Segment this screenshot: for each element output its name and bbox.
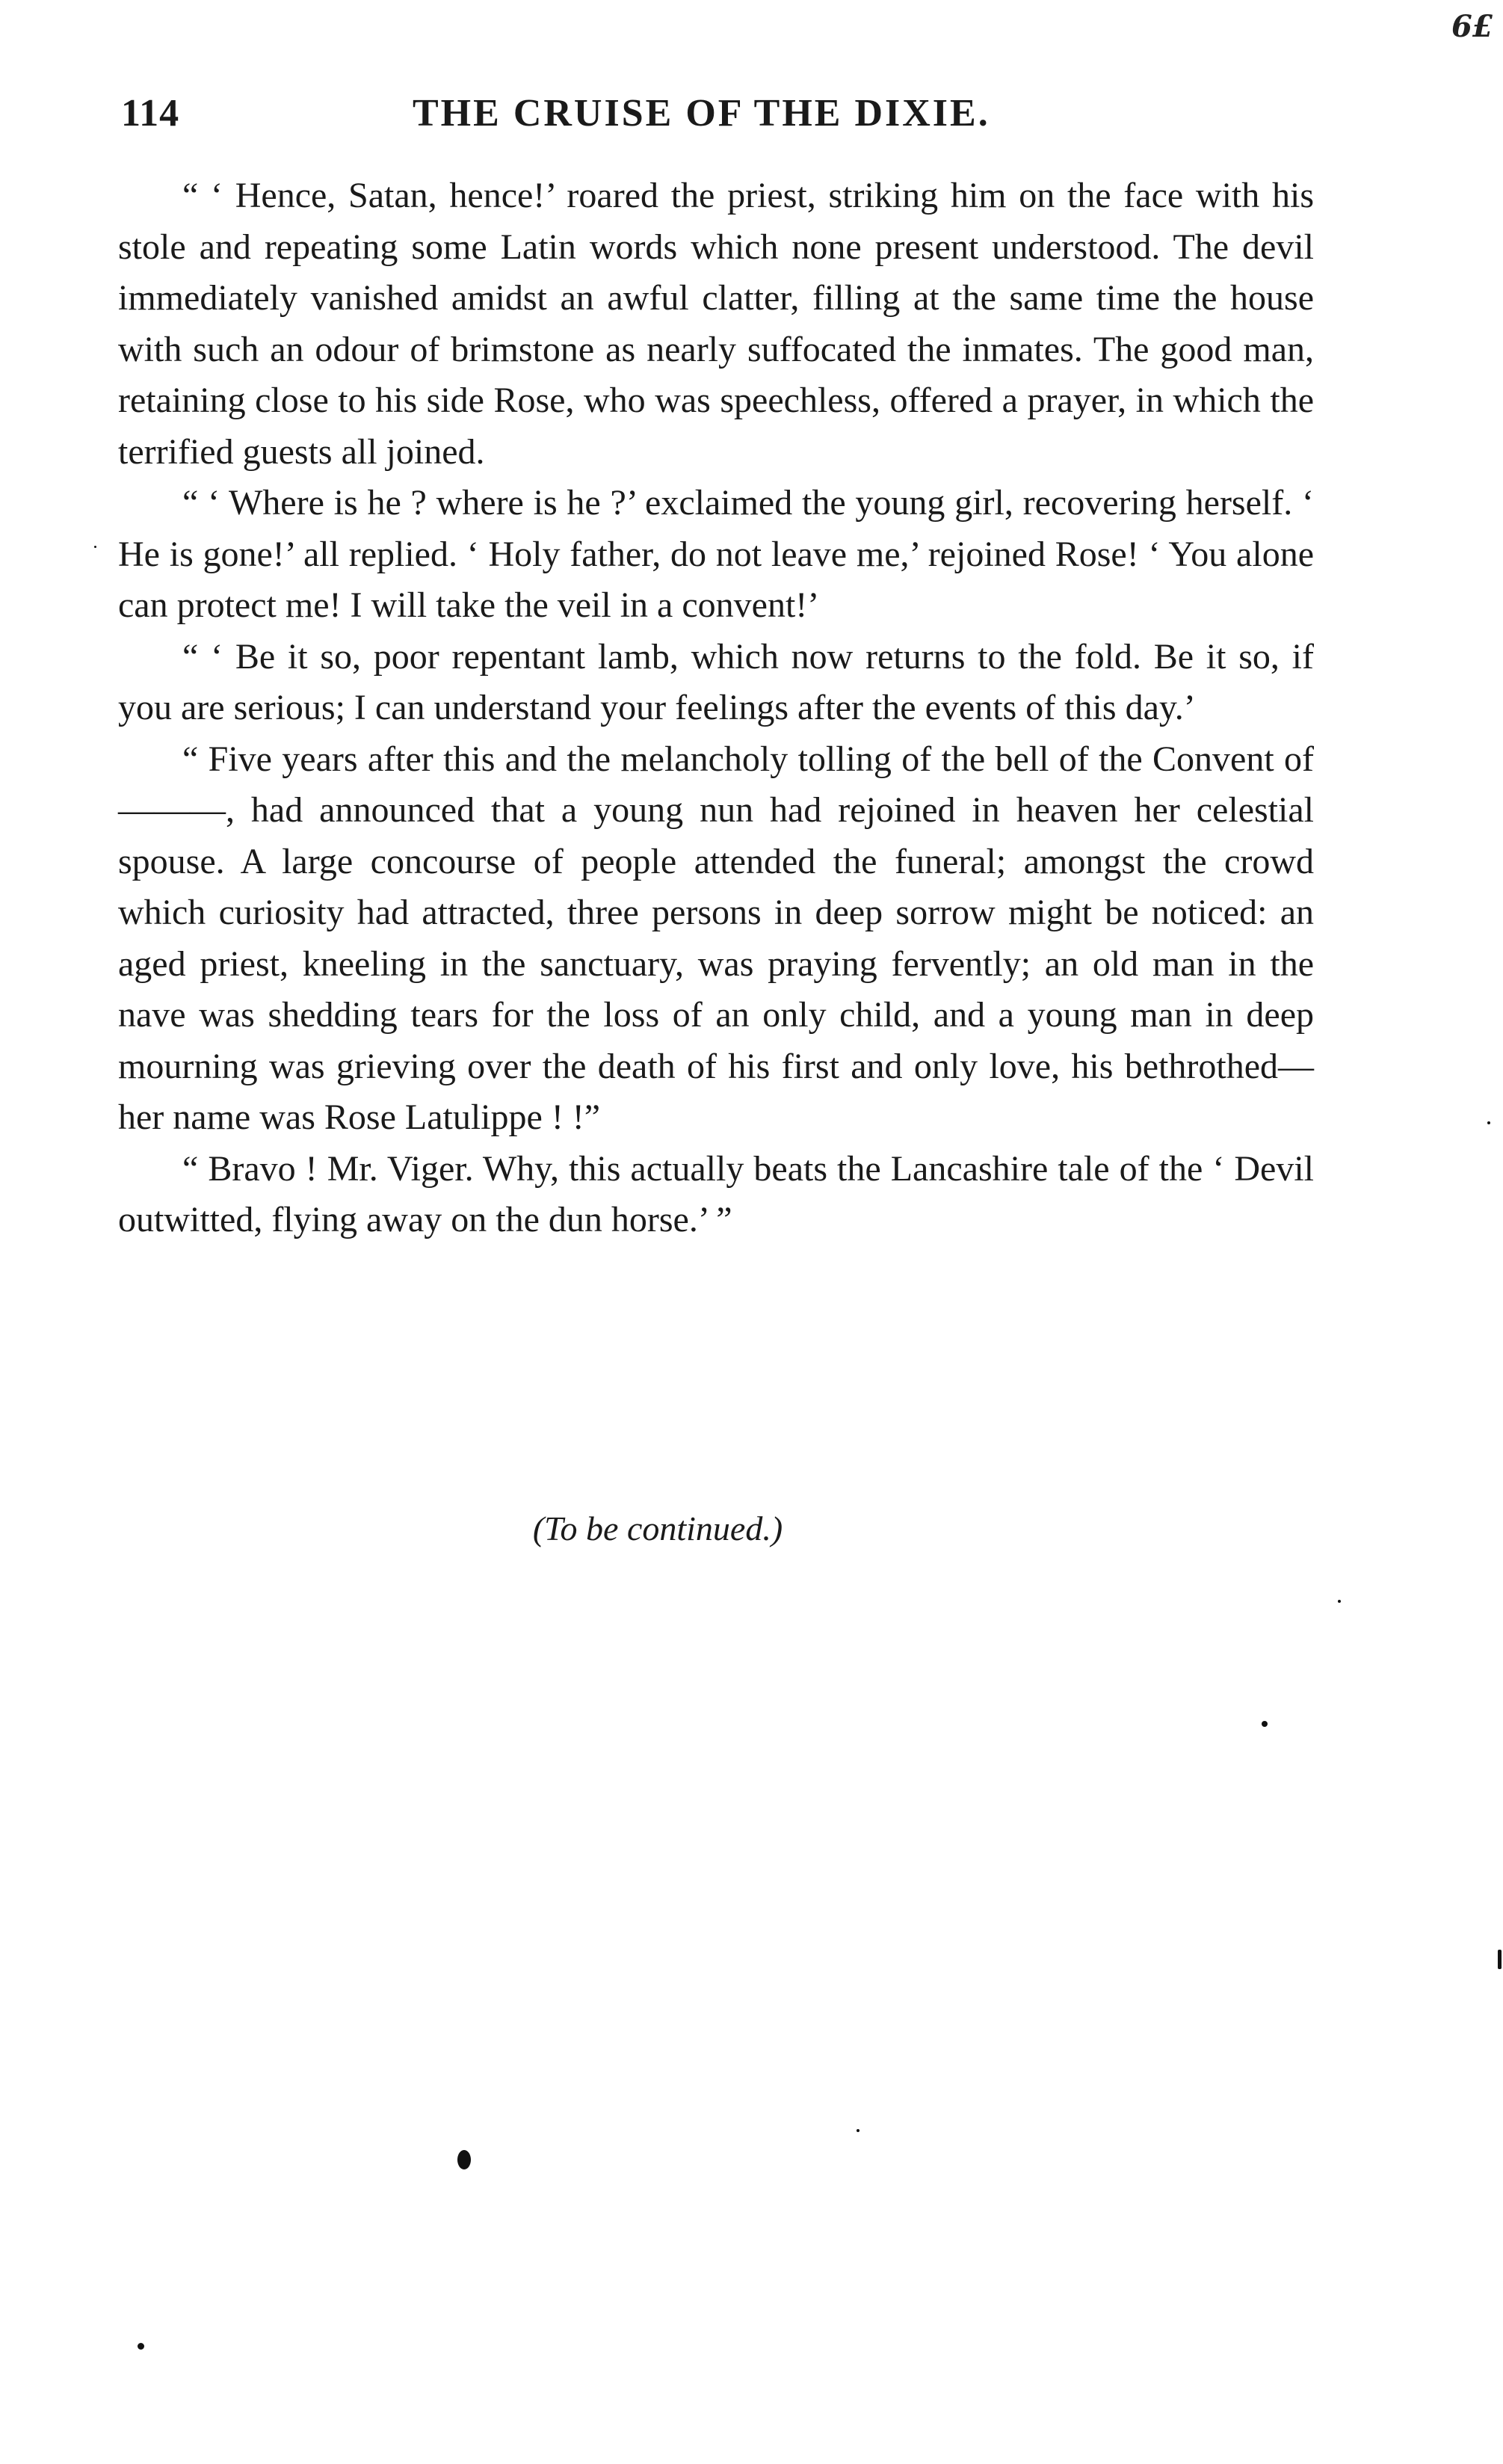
scan-speck bbox=[94, 546, 96, 548]
scan-speck bbox=[1498, 1950, 1502, 1969]
paragraph: “ ‘ Be it so, poor repentant lamb, which now returns to the fold. Be it so, if you are serious; I can understand your feelings after the events of this day.’ bbox=[118, 636, 1314, 727]
scan-speck bbox=[857, 2129, 859, 2132]
paragraph: “ Bravo ! Mr. Viger. Why, this actually beats the Lancashire tale of the ‘ Devil outwitted, flying away on the dun horse.’ ” bbox=[118, 1148, 1314, 1239]
scan-speck bbox=[1338, 1600, 1341, 1603]
to-be-continued-note: (To be continued.) bbox=[532, 1509, 783, 1547]
scan-speck bbox=[138, 2343, 144, 2350]
paragraph: “ ‘ Where is he ? where is he ?’ exclaimed the young girl, recovering herself. ‘ He is gone!’ all replied. ‘ Holy father, do not leave me,’ rejoined Rose! ‘ You alone can protect me! I will take the veil in a convent!’ bbox=[118, 483, 1314, 625]
running-title: THE CRUISE OF THE DIXIE. bbox=[413, 92, 990, 135]
paragraph: “ Five years after this and the melancholy tolling of the bell of the Convent of———, had announced that a young nun had rejoined in heaven her celestial spouse. A large concourse of people attended the funeral; amongst the crowd which curiosity had attracted, three persons in deep sorrow might be noticed: an aged priest, kneeling in the sanctuary, was praying fervently; an old man in the nave was shedding tears for the loss of an only child, and a young man in deep mourning was grieving over the death of his first and only love, his bethrothed—her name was Rose Latulippe ! !” bbox=[118, 739, 1314, 1137]
running-header bbox=[121, 91, 1317, 151]
page-number: 114 bbox=[121, 92, 180, 135]
corner-pencil-mark: 6£ bbox=[1451, 9, 1493, 44]
scan-speck bbox=[1487, 1121, 1490, 1124]
paragraph: “ ‘ Hence, Satan, hence!’ roared the priest, striking him on the face with his stole and repeating some Latin words which none present understood. The devil immediately vanished amidst an awful clatter, filling at the same time the house with such an odour of brimstone as nearly suffocated the inmates. The good man, retaining close to his side Rose, who was speechless, offered a prayer, in which the terrified guests all joined. bbox=[118, 176, 1314, 472]
scan-speck bbox=[457, 2150, 471, 2169]
scan-speck bbox=[1262, 1721, 1268, 1727]
body-text bbox=[118, 170, 1314, 1246]
